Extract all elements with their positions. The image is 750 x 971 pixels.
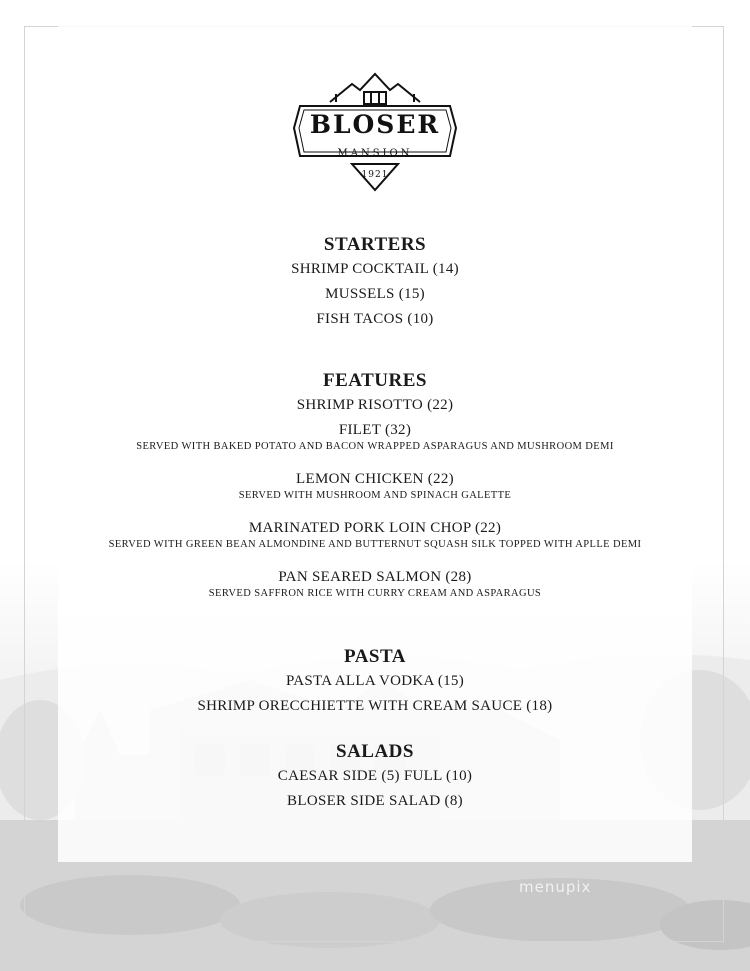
section-title: PASTA: [344, 646, 406, 667]
watermark: menupix: [519, 878, 592, 896]
section-starters: [0, 233, 750, 332]
menu-item: SHRIMP COCKTAIL (14): [291, 261, 459, 277]
logo-subtitle: MANSION: [337, 148, 413, 159]
menu-item: CAESAR SIDE (5) FULL (10): [277, 768, 473, 784]
section-pasta: [0, 645, 750, 719]
section-title: SALADS: [336, 741, 414, 762]
menu-item: BLOSER SIDE SALAD (8): [287, 793, 463, 809]
menu-item: MARINATED PORK LOIN CHOP (22): [248, 520, 502, 536]
section-features: [0, 369, 750, 600]
menu-item: SHRIMP ORECCHIETTE WITH CREAM SAUCE (18): [197, 698, 553, 714]
menu-item-description: SERVED WITH BAKED POTATO AND BACON WRAPPED ASPARAGUS AND MUSHROOM DEMI: [136, 441, 614, 452]
section-title: STARTERS: [323, 234, 427, 255]
menu-item-description: SERVED WITH MUSHROOM AND SPINACH GALETTE: [238, 490, 512, 501]
menu-item: FILET (32): [338, 422, 412, 438]
logo-wordmark: BLOSER: [309, 110, 441, 139]
menu-item-description: SERVED WITH GREEN BEAN ALMONDINE AND BUTTERNUT SQUASH SILK TOPPED WITH APLLE DEMI: [108, 539, 642, 550]
menu-item: FISH TACOS (10): [316, 311, 434, 327]
section-salads: [0, 740, 750, 814]
logo-year: 1921: [361, 170, 389, 180]
restaurant-logo: [290, 68, 460, 196]
menu-item: MUSSELS (15): [325, 286, 425, 302]
menu-item: LEMON CHICKEN (22): [296, 471, 454, 487]
menu-item: SHRIMP RISOTTO (22): [296, 397, 454, 413]
menu-item-description: SERVED SAFFRON RICE WITH CURRY CREAM AND ASPARAGUS: [208, 588, 542, 599]
menu-item: PASTA ALLA VODKA (15): [285, 673, 465, 689]
section-title: FEATURES: [323, 370, 427, 391]
menu-item: PAN SEARED SALMON (28): [278, 569, 472, 585]
